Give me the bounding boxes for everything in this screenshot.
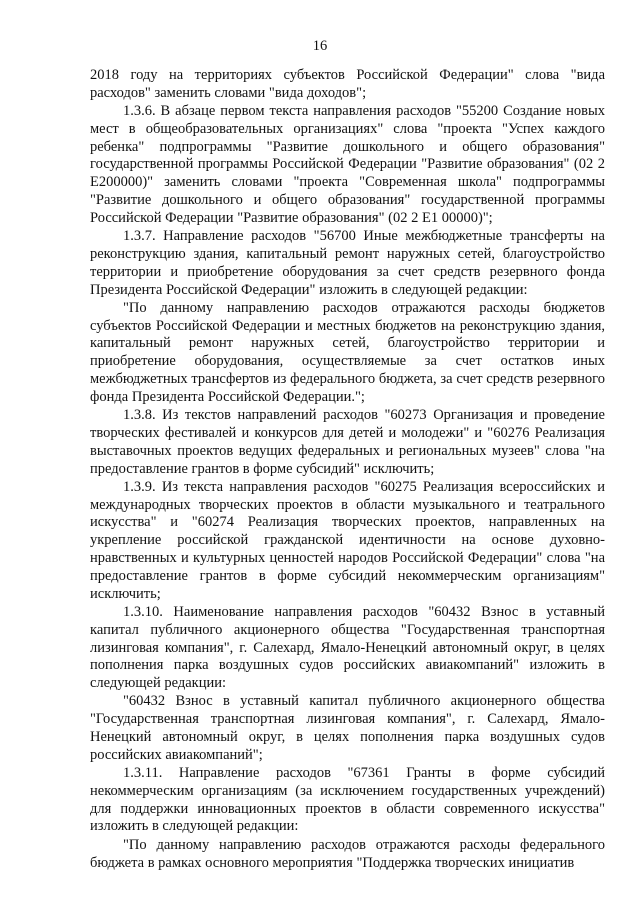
paragraph-1-3-6: 1.3.6. В абзаце первом текста направления расходов "55200 Создание новых мест в общеобразовательных организациях" слова "проекта "Успех каждого ребенка" подпрограммы "Развитие дошкольного и общего образования" государственной программы Российской Федерации "Развитие образования" (02 2 Е200000)" заменить словами "проекта "Современная школа" подпрограммы "Развитие дошкольного и общего образования" государственной программы Российской Федерации "Развитие образования" (02 2 Е1 00000)"; xyxy=(90,103,605,226)
page-number: 16 xyxy=(312,38,328,54)
paragraph-1-3-11: 1.3.11. Направление расходов "67361 Гранты в форме субсидий некоммерческим организациям (за исключением государственных учреждений) для поддержки инновационных проектов в области современного искусства" изложить в следующей редакции: xyxy=(90,765,605,835)
paragraph-continuation: 2018 году на территориях субъектов Российской Федерации" слова "вида расходов" заменить словами "вида доходов"; xyxy=(90,67,605,101)
paragraph-1-3-10: 1.3.10. Наименование направления расходов "60432 Взнос в уставный капитал публичного акционерного общества "Государственная транспортная лизинговая компания", г. Салехард, Ямало-Ненецкий автономный округ, в целях пополнения парка воздушных судов российских авиакомпаний" изложить в следующей редакции: xyxy=(90,603,605,692)
paragraph-1-3-7-quote: "По данному направлению расходов отражаются расходы бюджетов субъектов Российской Федерации и местных бюджетов на реконструкцию здания, капитальный ремонт наружных сетей, благоустройство территории и приобретение оборудования, осуществляемые за счет остатков иных межбюджетных трансфертов из федерального бюджета, за счет средств резервного фонда Президента Российской Федерации."; xyxy=(90,299,605,405)
paragraph-1-3-10-quote: "60432 Взнос в уставный капитал публичного акционерного общества "Государственная транспортная лизинговая компания", г. Салехард, Ямало-Ненецкий автономный округ, в целях пополнения парка воздушных судов российских авиакомпаний"; xyxy=(90,693,605,763)
paragraph-1-3-8: 1.3.8. Из текстов направлений расходов "60273 Организация и проведение творческих фестивалей и конкурсов для детей и молодежи" и "60276 Реализация выставочных проектов ведущих федеральных и региональных музеев" слова "на предоставление грантов в форме субсидий" исключить; xyxy=(90,407,605,477)
paragraph-1-3-11-quote: "По данному направлению расходов отражаются расходы федерального бюджета в рамках основного мероприятия "Поддержка творческих инициатив xyxy=(90,836,605,871)
paragraph-1-3-9: 1.3.9. Из текста направления расходов "60275 Реализация всероссийских и международных творческих проектов в области музыкального и театрального искусства" и "60274 Реализация творческих проектов, направленных на укрепление российской гражданской идентичности на основе духовно-нравственных и культурных ценностей народов Российской Федерации" слова "на предоставление грантов в форме субсидий некоммерческим организациям" исключить; xyxy=(90,478,605,602)
paragraph-1-3-7: 1.3.7. Направление расходов "56700 Иные межбюджетные трансферты на реконструкцию здания, капитальный ремонт наружных сетей, благоустройство территории и приобретение оборудования за счет средств резервного фонда Президента Российской Федерации" изложить в следующей редакции: xyxy=(90,228,605,298)
document-body xyxy=(90,67,605,873)
